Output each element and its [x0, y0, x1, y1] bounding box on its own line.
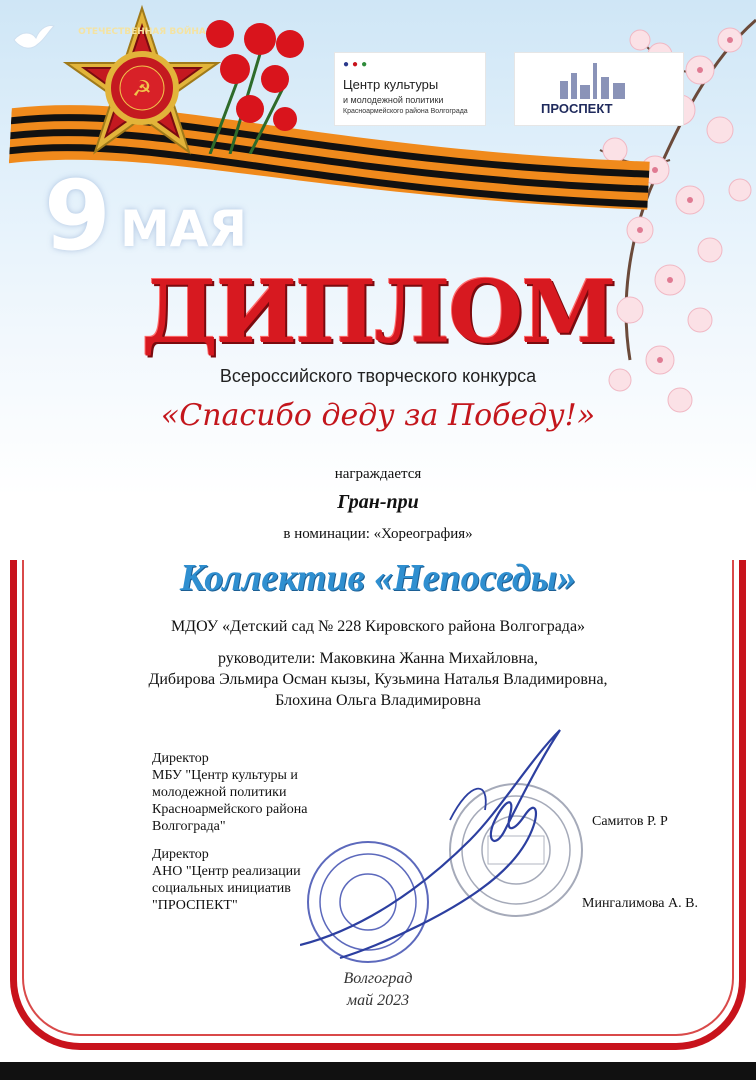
leaders-line-3: Блохина Ольга Владимировна [275, 692, 481, 709]
bottom-edge [0, 1062, 756, 1080]
prospekt-logo [514, 52, 684, 126]
award-title: Гран-при [337, 491, 419, 513]
handwritten-signature [300, 720, 590, 960]
nomination: в номинации: «Хореография» [283, 526, 473, 542]
logo-dots: ●●● [343, 59, 371, 70]
prospekt-logo-text: ПРОСПЕКТ [541, 101, 613, 116]
leaders-list [0, 648, 756, 711]
order-inscription: ОТЕЧЕСТВЕННАЯ ВОЙНА [78, 27, 206, 37]
director1-line2: МБУ "Центр культуры и [152, 768, 298, 783]
director2-line3: социальных инициатив [152, 881, 291, 896]
director2-line4: "ПРОСПЕКТ" [152, 898, 238, 913]
logo-culture-subtitle-2: Красноармейского района Волгограда [343, 108, 468, 115]
director2-line2: АНО "Центр реализации [152, 864, 301, 879]
culture-center-logo [334, 52, 486, 126]
issue-date: май 2023 [346, 992, 410, 1009]
city: Волгоград [343, 970, 413, 987]
director1-line5: Волгограда" [152, 819, 226, 834]
date-word: МАЯ [120, 200, 247, 258]
logo-culture-title: Центр культуры [343, 77, 439, 92]
director1-line1: Директор [152, 751, 209, 766]
institution: МДОУ «Детский сад № 228 Кировского района Волгограда» [170, 618, 586, 635]
director1-name: Самитов Р. Р [592, 814, 668, 829]
recipient-name: Коллектив «Непоседы» [179, 557, 577, 599]
director1-block [152, 750, 307, 835]
city-skyline-icon [555, 59, 635, 99]
logo-culture-subtitle-1: и молодежной политики [343, 95, 444, 105]
date-number: 9 [44, 160, 109, 272]
place-and-date [0, 968, 756, 1012]
diploma-subtitle: Всероссийского творческого конкурса [219, 366, 537, 386]
director2-line1: Директор [152, 847, 209, 862]
awarded-label: награждается [334, 466, 422, 482]
contest-name: «Спасибо деду за Победу!» [160, 398, 596, 433]
director2-name: Мингалимова А. В. [582, 896, 698, 911]
dove-icon [12, 22, 56, 54]
leaders-line-1: руководители: Маковкина Жанна Михайловна, [217, 650, 539, 667]
diploma-title: ДИПЛОМ [141, 262, 615, 363]
director2-block [152, 846, 301, 914]
logo-culture-subtitle [343, 95, 468, 117]
leaders-line-2: Дибирова Эльмира Осман кызы, Кузьмина Наталья Владимировна, [148, 671, 608, 688]
svg-text:☭: ☭ [132, 77, 152, 102]
director1-line3: молодежной политики [152, 785, 287, 800]
director1-line4: Красноармейского района [152, 802, 308, 817]
